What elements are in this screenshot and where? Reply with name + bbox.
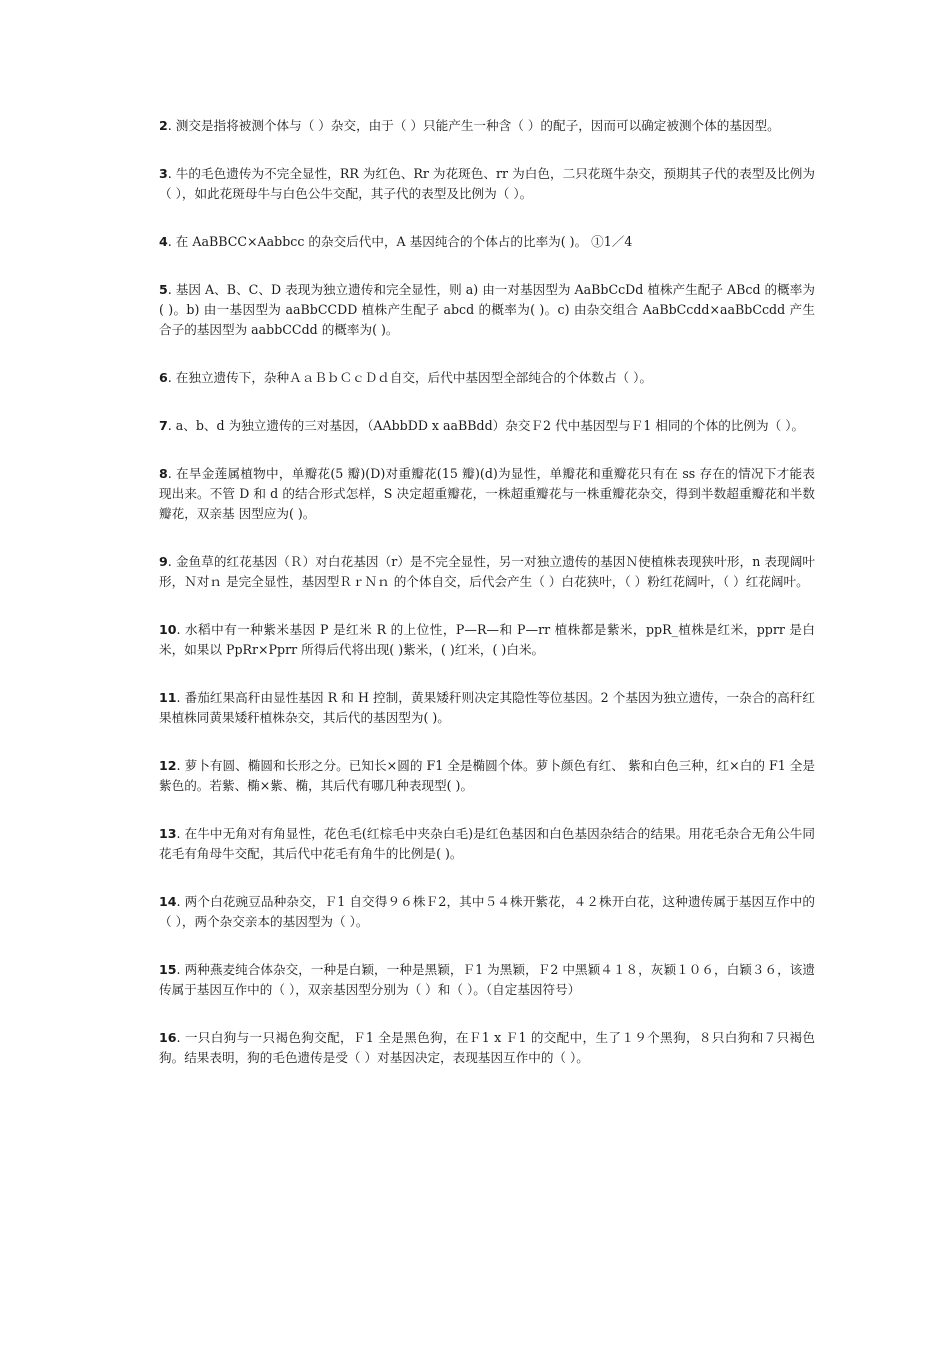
question-9 [159,552,815,592]
question-text: . 在旱金莲属植物中，单瓣花(5 瓣)(D)对重瓣花(15 瓣)(d)为显性，单瓣花和重瓣花只有在 ss 存在的情况下才能表现出来。不管 D 和 d 的结合形式怎样，S 决定超重瓣花，一株超重瓣花与一株重瓣花杂交，得到半数超重瓣花和半数瓣花，双亲基 因型应为( )。 [159,466,815,521]
question-12 [159,756,815,796]
question-2 [159,116,815,136]
question-text: . 基因 A、B、C、D 表现为独立遗传和完全显性，则 a) 由一对基因型为 AaBbCcDd 植株产生配子 ABcd 的概率为( )。b) 由一基因型为 aaBbCCDD 植株产生配子 abcd 的概率为( )。c) 由杂交组合 AaBbCcdd×aaBbCcdd 产生合子的基因型为 aabbCCdd 的概率为( )。 [159,282,815,337]
question-number: 14 [159,894,177,909]
question-text: . 金鱼草的红花基因（Ｒ）对白花基因（r）是不完全显性，另一对独立遗传的基因Ｎ使植株表现狭叶形，n 表现阔叶形，Ｎ对ｎ 是完全显性，基因型ＲｒＮｎ 的个体自交，后代会产生（ ）白花狭叶，（ ）粉红花阔叶，（ ）红花阔叶。 [159,554,815,589]
question-number: 9 [159,554,168,569]
document-page [159,116,815,1068]
question-number: 11 [159,690,177,705]
question-number: 3 [159,166,168,181]
question-15 [159,960,815,1000]
question-number: 5 [159,282,168,297]
question-number: 4 [159,234,168,249]
question-text: . 两种燕麦纯合体杂交，一种是白颖，一种是黑颖，Ｆ1 为黑颖，Ｆ2 中黑颖４１８，灰颖１０６，白颖３６，该遗传属于基因互作中的（ ），双亲基因型分别为（ ）和（ ）。（自定基因符号） [159,962,815,997]
question-text: . 在牛中无角对有角显性，花色毛(红棕毛中夹杂白毛)是红色基因和白色基因杂结合的结果。用花毛杂合无角公牛同花毛有角母牛交配，其后代中花毛有角牛的比例是( )。 [159,826,815,861]
question-14 [159,892,815,932]
question-3 [159,164,815,204]
question-text: . 在独立遗传下，杂种ＡａＢｂＣｃＤｄ自交，后代中基因型全部纯合的个体数占（ ）。 [167,370,653,385]
question-10 [159,620,815,660]
question-6 [159,368,815,388]
question-16 [159,1028,815,1068]
question-5 [159,280,815,340]
question-text: . 萝卜有圆、椭圆和长形之分。已知长×圆的 F1 全是椭圆个体。萝卜颜色有红、 紫和白色三种，红×白的 F1 全是紫色的。若紫、椭×紫、椭，其后代有哪几种表现型( )。 [159,758,815,793]
question-number: 16 [159,1030,177,1045]
question-text: . 番茄红果高秆由显性基因 R 和 H 控制，黄果矮秆则决定其隐性等位基因。2 个基因为独立遗传，一杂合的高秆红果植株同黄果矮秆植株杂交，其后代的基因型为( )。 [159,690,815,725]
question-text: . 在 AaBBCC×Aabbcc 的杂交后代中，A 基因纯合的个体占的比率为( )。 ①1／4 [167,234,633,249]
question-13 [159,824,815,864]
question-number: 2 [159,118,168,133]
question-number: 6 [159,370,168,385]
question-11 [159,688,815,728]
question-number: 15 [159,962,177,977]
question-text: . 牛的毛色遗传为不完全显性，RR 为红色、Rr 为花斑色、rr 为白色，二只花斑牛杂交，预期其子代的表型及比例为（ ），如此花斑母牛与白色公牛交配，其子代的表型及比例为（ ）。 [159,166,815,201]
question-number: 12 [159,758,177,773]
question-text: . 一只白狗与一只褐色狗交配，Ｆ1 全是黑色狗，在Ｆ1 x Ｆ1 的交配中，生了１９个黑狗，８只白狗和７只褐色狗。结果表明，狗的毛色遗传是受（ ）对基因决定，表现基因互作中的（ ）。 [159,1030,815,1065]
question-number: 10 [159,622,177,637]
question-number: 7 [159,418,168,433]
question-4 [159,232,815,252]
question-text: . 水稻中有一种紫米基因 P 是红米 R 的上位性，P—R—和 P—rr 植株都是紫米，ppR_植株是红米，pprr 是白米，如果以 PpRr×Pprr 所得后代将出现( )紫米，( )红米，( )白米。 [159,622,815,657]
question-text: . a、b、d 为独立遗传的三对基因，（AAbbDD x aaBBdd）杂交Ｆ2 代中基因型与Ｆ1 相同的个体的比例为（ ）。 [167,418,805,433]
question-number: 13 [159,826,177,841]
question-text: . 测交是指将被测个体与（ ）杂交，由于（ ）只能产生一种含（ ）的配子，因而可以确定被测个体的基因型。 [167,118,780,133]
question-text: . 两个白花豌豆品种杂交，Ｆ1 自交得９６株Ｆ2，其中５４株开紫花，４２株开白花，这种遗传属于基因互作中的（ ），两个杂交亲本的基因型为（ ）。 [159,894,815,929]
question-number: 8 [159,466,168,481]
question-7 [159,416,815,436]
question-8 [159,464,815,524]
